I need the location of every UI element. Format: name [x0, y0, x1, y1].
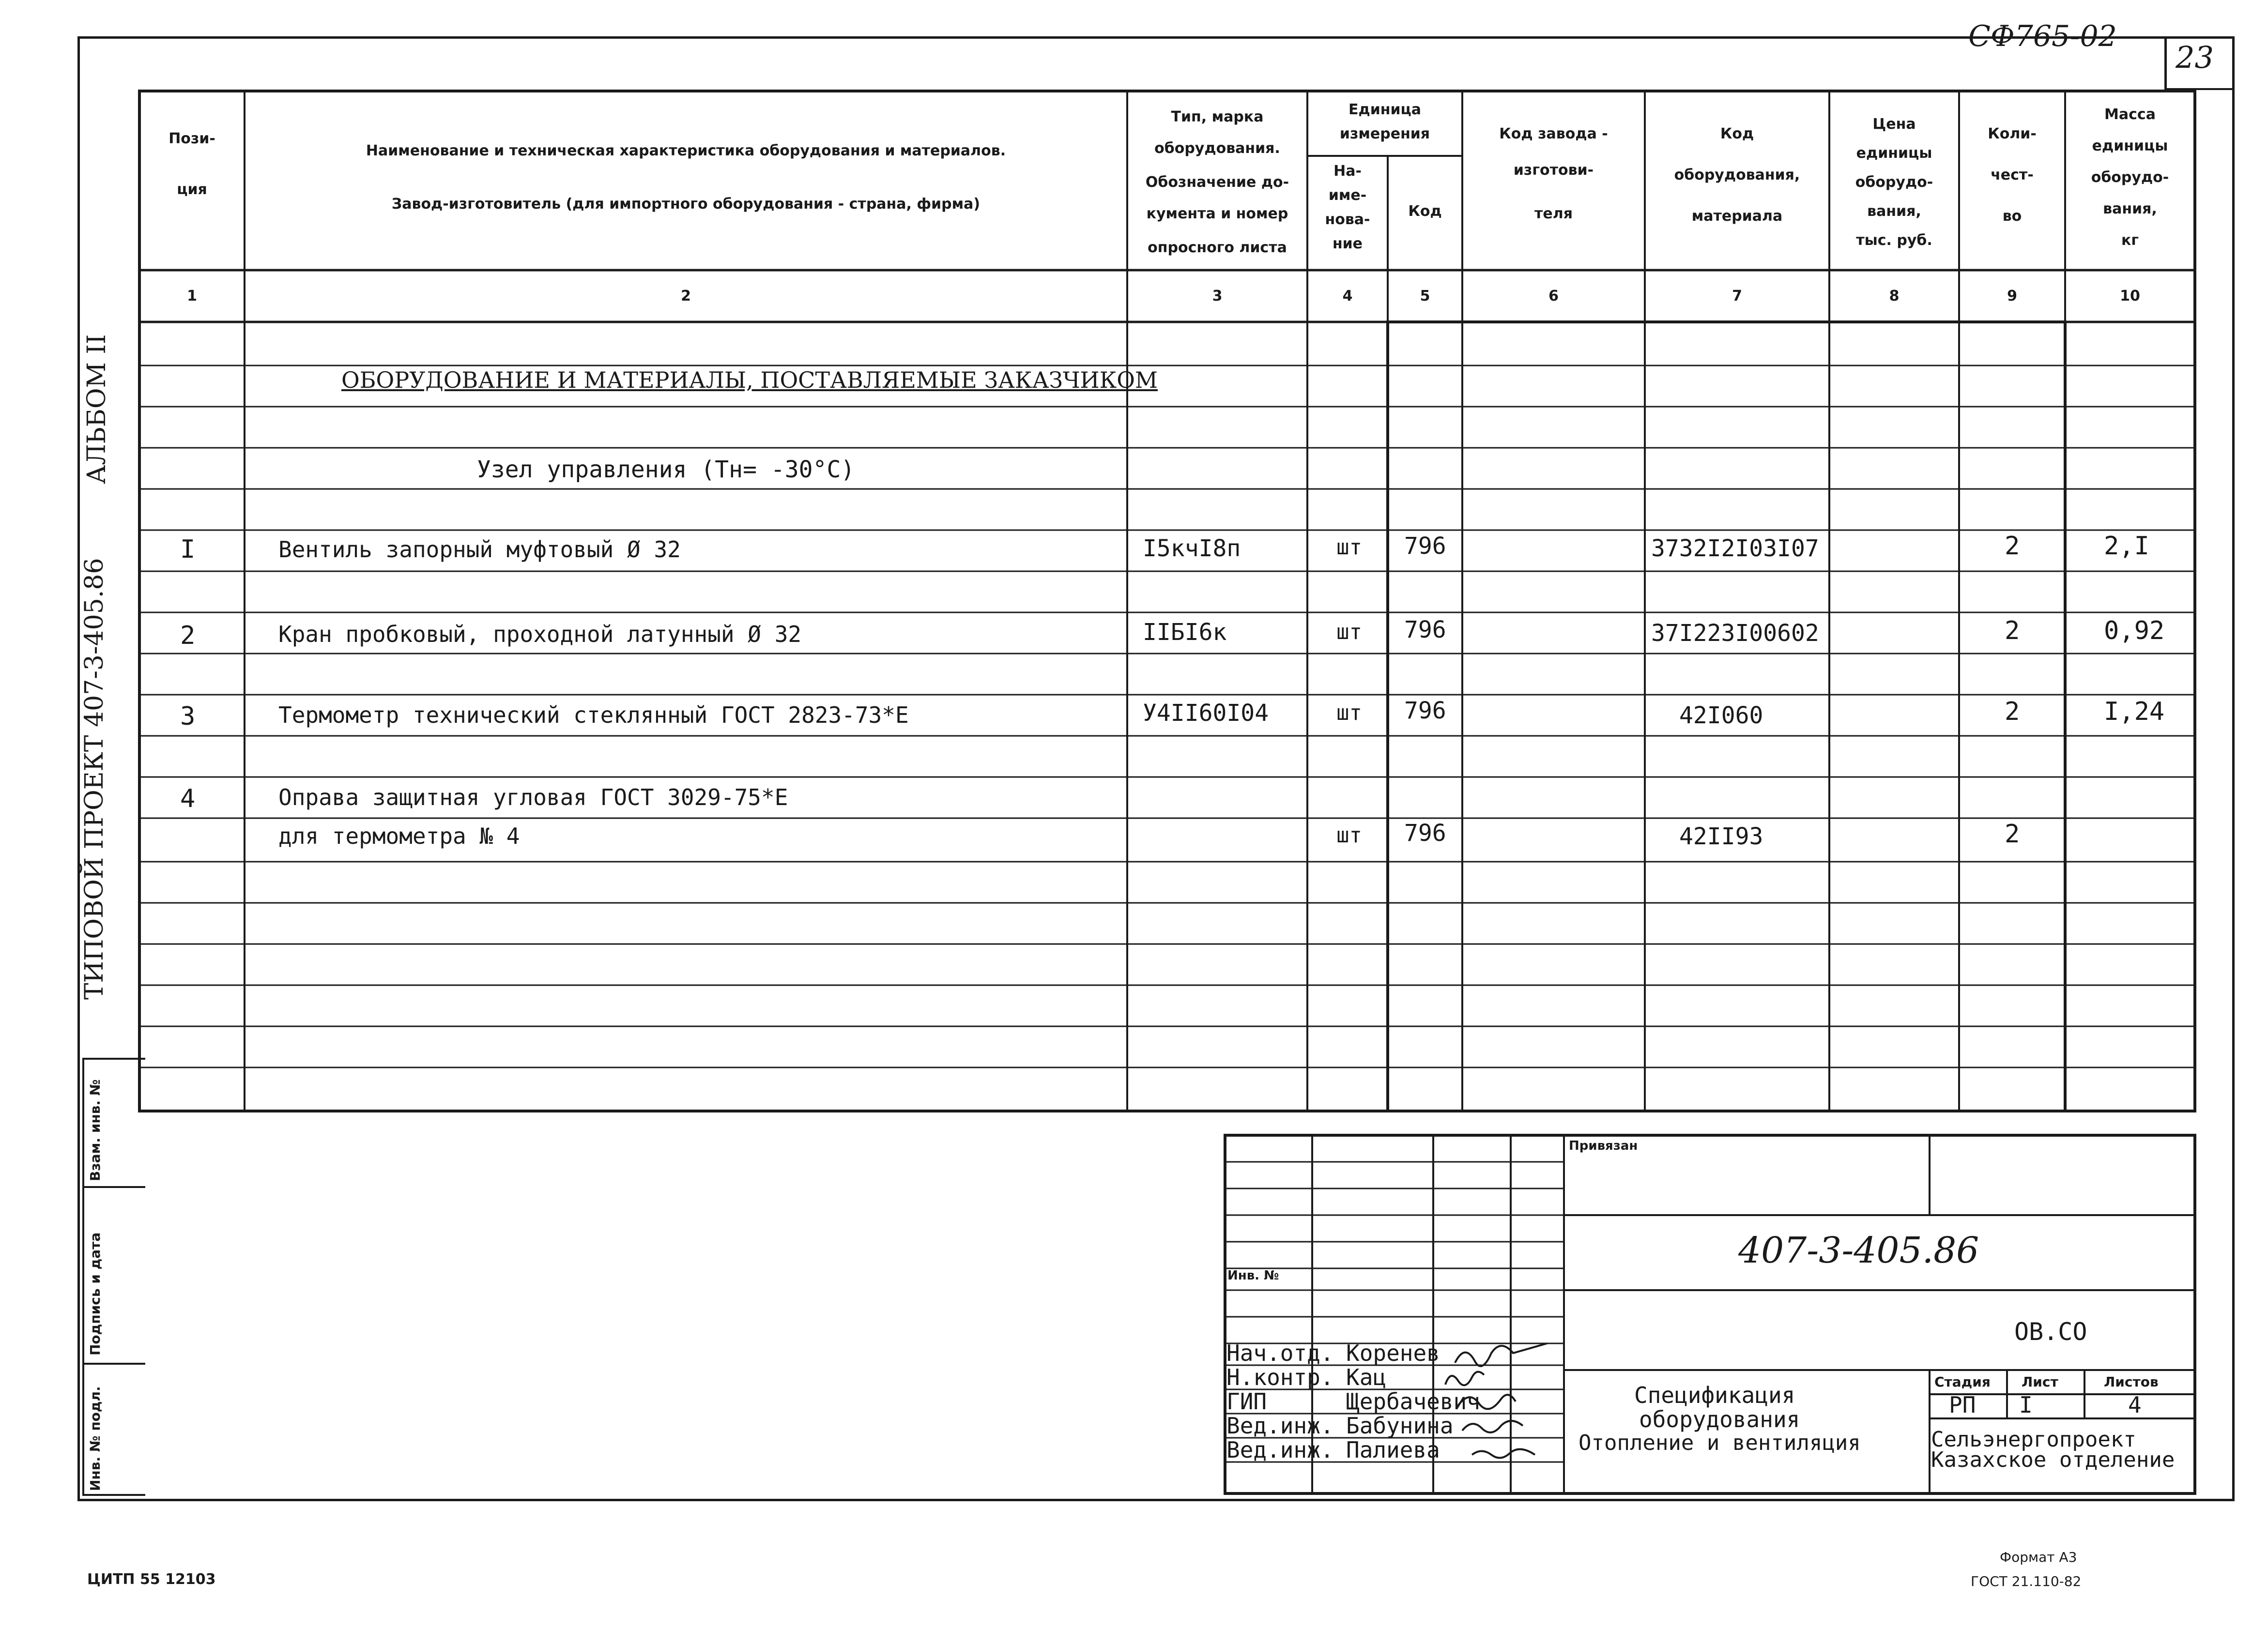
row4-unit-code: 796 [1404, 820, 1446, 847]
header-col4-line2: име- [1328, 187, 1367, 204]
staff-name-1: Коренев [1346, 1340, 1440, 1366]
row2-mass: 0,92 [2104, 616, 2165, 645]
row1-code: 3732I2I03I07 [1651, 535, 1819, 562]
header-col9-line2: чест- [1991, 167, 2034, 183]
header-col8-line5: тыс. руб. [1856, 232, 1932, 249]
stub-label-inv: Инв. № подл. [87, 1386, 103, 1491]
header-col4-line1: На- [1333, 163, 1362, 180]
colnum-2: 2 [681, 288, 691, 305]
row2-pos: 2 [180, 621, 196, 650]
sheet-label: Лист [2022, 1374, 2058, 1390]
staff-role-2: Н.контр. [1226, 1364, 1334, 1390]
row4-name: Оправа защитная угловая ГОСТ 3029-75*Е [278, 784, 788, 810]
header-col2-line1: Наименование и техническая характеристика оборудования и материалов. [366, 142, 1006, 159]
row2-name: Кран пробковый, проходной латунный Ø 32 [278, 621, 802, 647]
row3-mass: I,24 [2104, 697, 2165, 726]
doc-title-line2: оборудования [1639, 1406, 1800, 1432]
sheets-value: 4 [2128, 1392, 2142, 1418]
staff-name-3: Щербачевич [1346, 1388, 1480, 1415]
header-col3-line5: опросного листа [1148, 239, 1287, 256]
header-col9-line3: во [2002, 208, 2022, 225]
header-col7-line1: Код [1720, 125, 1754, 142]
row3-unit-code: 796 [1404, 697, 1446, 724]
sheets-label: Листов [2104, 1374, 2159, 1390]
row3-unit: шт [1336, 701, 1362, 725]
header-col6-line2: изготови- [1513, 162, 1594, 179]
row4-pos: 4 [180, 784, 196, 813]
header-col10-line5: кг [2121, 232, 2139, 249]
row4-name-line2: для термометра № 4 [278, 823, 520, 849]
album-label: АЛЬБОМ II [82, 334, 111, 484]
subsection-title: Узел управления (Тн= -30°С) [477, 456, 855, 483]
header-col10-line3: оборудо- [2091, 169, 2169, 186]
staff-role-4: Вед.инж. [1226, 1413, 1334, 1439]
header-col3-line4: кумента и номер [1146, 205, 1288, 222]
stub-label-vzam: Взам. инв. № [87, 1079, 103, 1181]
stage-label: Стадия [1934, 1374, 1991, 1390]
row1-unit-code: 796 [1404, 533, 1446, 560]
header-col7-line3: материала [1691, 208, 1783, 225]
stage-value: РП [1949, 1392, 1976, 1418]
row3-type: У4II60I04 [1143, 700, 1269, 727]
header-col2-line2: Завод-изготовитель (для импортного оборудования - страна, фирма) [391, 196, 981, 213]
header-col5: Код [1408, 203, 1442, 220]
staff-name-4: Бабунина [1346, 1413, 1454, 1439]
row2-type: IIБI6к [1143, 619, 1227, 646]
row3-pos: 3 [180, 702, 196, 731]
project-label: ТИПОВОЙ ПРОЕКТ 407-3-405.86 [80, 558, 109, 1000]
header-col8-line1: Цена [1872, 116, 1916, 133]
header-col8-line4: вания, [1867, 203, 1921, 220]
header-col6-line3: теля [1534, 205, 1573, 222]
header-col3-line2: оборудования. [1154, 140, 1280, 157]
colnum-1: 1 [187, 288, 197, 305]
row3-qty: 2 [2005, 697, 2020, 726]
header-col4-line3: нова- [1325, 211, 1370, 228]
bound-label: Привязан [1569, 1139, 1638, 1153]
header-col10-line4: вания, [2103, 200, 2157, 217]
header-unit-line1: Единица [1349, 101, 1421, 118]
footer-gost: ГОСТ 21.110-82 [1971, 1573, 2082, 1589]
header-col10-line1: Масса [2104, 106, 2156, 123]
header-col4-line4: ние [1332, 235, 1363, 252]
header-col3-line3: Обозначение до- [1145, 174, 1289, 191]
colnum-7: 7 [1732, 288, 1742, 305]
section-title: ОБОРУДОВАНИЕ И МАТЕРИАЛЫ, ПОСТАВЛЯЕМЫЕ ЗАКАЗЧИКОМ [341, 367, 1158, 393]
row1-qty: 2 [2005, 532, 2020, 561]
header-col9-line1: Коли- [1988, 125, 2037, 142]
colnum-9: 9 [2007, 288, 2017, 305]
row3-code: 42I060 [1679, 702, 1763, 729]
row1-name: Вентиль запорный муфтовый Ø 32 [278, 536, 681, 563]
org-line2: Казахское отделение [1931, 1447, 2175, 1472]
stub-label-signature: Подпись и дата [87, 1232, 103, 1356]
footer-left-code: ЦИТП 55 12103 [87, 1571, 216, 1588]
row1-unit: шт [1336, 535, 1362, 560]
footer-format: Формат А3 [2000, 1549, 2077, 1565]
header-unit-line2: измерения [1339, 125, 1430, 142]
colnum-10: 10 [2120, 288, 2140, 305]
colnum-8: 8 [1889, 288, 1900, 305]
doc-title-line1: Спецификация [1634, 1382, 1795, 1408]
row2-code: 37I223I00602 [1651, 620, 1819, 647]
handwritten-code: СФ765-02 [1968, 19, 2117, 53]
staff-role-1: Нач.отд. [1226, 1340, 1334, 1366]
staff-role-5: Вед.инж. [1226, 1437, 1334, 1463]
staff-name-2: Кац [1346, 1364, 1387, 1390]
row1-pos: I [180, 535, 196, 564]
page-number: 23 [2176, 40, 2214, 75]
header-col7-line2: оборудования, [1674, 167, 1800, 183]
row1-mass: 2,I [2104, 532, 2149, 561]
header-col8-line2: единицы [1856, 145, 1932, 162]
colnum-6: 6 [1548, 288, 1559, 305]
row1-type: I5кчI8п [1143, 535, 1241, 562]
designation-handwritten: 407-3-405.86 [1738, 1230, 1979, 1271]
staff-name-5: Палиева [1346, 1437, 1440, 1463]
header-col3-line1: Тип, марка [1171, 108, 1264, 125]
doc-title-line3: Отопление и вентиляция [1578, 1431, 1861, 1455]
document-mark: ОВ.СО [2014, 1318, 2087, 1346]
row4-qty: 2 [2005, 820, 2020, 849]
row2-unit: шт [1336, 620, 1362, 644]
staff-role-3: ГИП [1226, 1388, 1267, 1415]
colnum-5: 5 [1420, 288, 1430, 305]
row4-code: 42II93 [1679, 823, 1763, 850]
row2-unit-code: 796 [1404, 616, 1446, 643]
header-col6-line1: Код завода - [1499, 125, 1608, 142]
row2-qty: 2 [2005, 616, 2020, 645]
sheet-value: I [2019, 1392, 2033, 1418]
row4-unit: шт [1336, 823, 1362, 848]
inv-label: Инв. № [1227, 1268, 1279, 1283]
colnum-3: 3 [1212, 288, 1223, 305]
colnum-4: 4 [1342, 288, 1353, 305]
row3-name: Термометр технический стеклянный ГОСТ 2823-73*Е [278, 702, 909, 728]
header-col1-line2: ция [177, 181, 207, 198]
header-col8-line3: оборудо- [1855, 174, 1933, 191]
header-col10-line2: единицы [2092, 137, 2168, 154]
org-line1: Сельэнергопроект [1931, 1427, 2136, 1452]
header-col1-line1: Пози- [169, 130, 215, 147]
